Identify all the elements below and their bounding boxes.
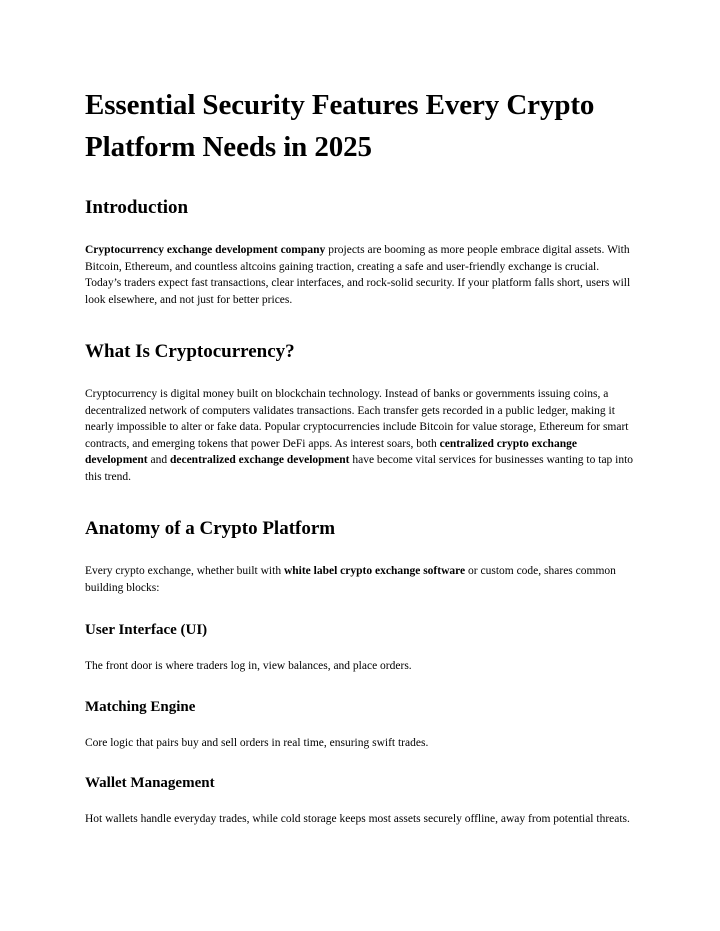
introduction-paragraph <box>85 242 637 308</box>
anatomy-paragraph <box>85 563 637 596</box>
anatomy-text-1: Every crypto exchange, whether built with <box>85 565 284 577</box>
what-text-3: have become vital services for businesses wanting to tap into this trend. <box>85 454 634 483</box>
anatomy-heading: Anatomy of a Crypto Platform <box>85 518 336 539</box>
intro-bold-term: Cryptocurrency exchange development company <box>85 244 326 256</box>
section-text-matching-engine: Core logic that pairs buy and sell orders in real time, ensuring swift trades. <box>85 736 429 749</box>
what-is-cryptocurrency-heading: What Is Cryptocurrency? <box>85 341 295 362</box>
what-is-cryptocurrency-paragraph <box>85 386 637 485</box>
section-heading-wallet-management: Wallet Management <box>85 775 215 791</box>
what-bold-term-1: centralized crypto exchange development <box>85 437 577 466</box>
anatomy-text-2: or custom code, shares common building blocks: <box>85 565 616 594</box>
section-text-user-interface: The front door is where traders log in, view balances, and place orders. <box>85 660 412 672</box>
what-bold-term-2: decentralized exchange development <box>169 454 350 466</box>
document-page <box>85 84 637 828</box>
section-heading-matching-engine: Matching Engine <box>85 698 196 715</box>
introduction-heading: Introduction <box>85 197 189 218</box>
what-text-1: Cryptocurrency is digital money built on blockchain technology. Instead of banks or governments issuing coins, a decentralized network of computers validates transactions. Each transfer gets recorded in a public ledger, making it nearly impossible to alter or fake data. Popular cryptocurrencies include Bitcoin for value storage, Ethereum for smart contracts, and emerging tokens that power DeFi apps. As interest soars, both <box>85 388 629 450</box>
intro-text: projects are booming as more people embrace digital assets. With Bitcoin, Ethereum, and countless altcoins gaining traction, creating a safe and user‑friendly exchange is crucial. Today’s traders expect fast transactions, clear interfaces, and rock‑solid security. If your platform falls short, users will look elsewhere, and not just for better prices. <box>85 244 631 306</box>
section-text-wallet-management: Hot wallets handle everyday trades, while cold storage keeps most assets securely offline, away from potential threats. <box>85 813 630 825</box>
anatomy-bold-term: white label crypto exchange software <box>283 565 466 577</box>
document-title: Essential Security Features Every Crypto Platform Needs in 2025 <box>85 89 595 163</box>
section-heading-user-interface: User Interface (UI) <box>85 622 208 638</box>
what-text-2: and <box>147 454 170 466</box>
